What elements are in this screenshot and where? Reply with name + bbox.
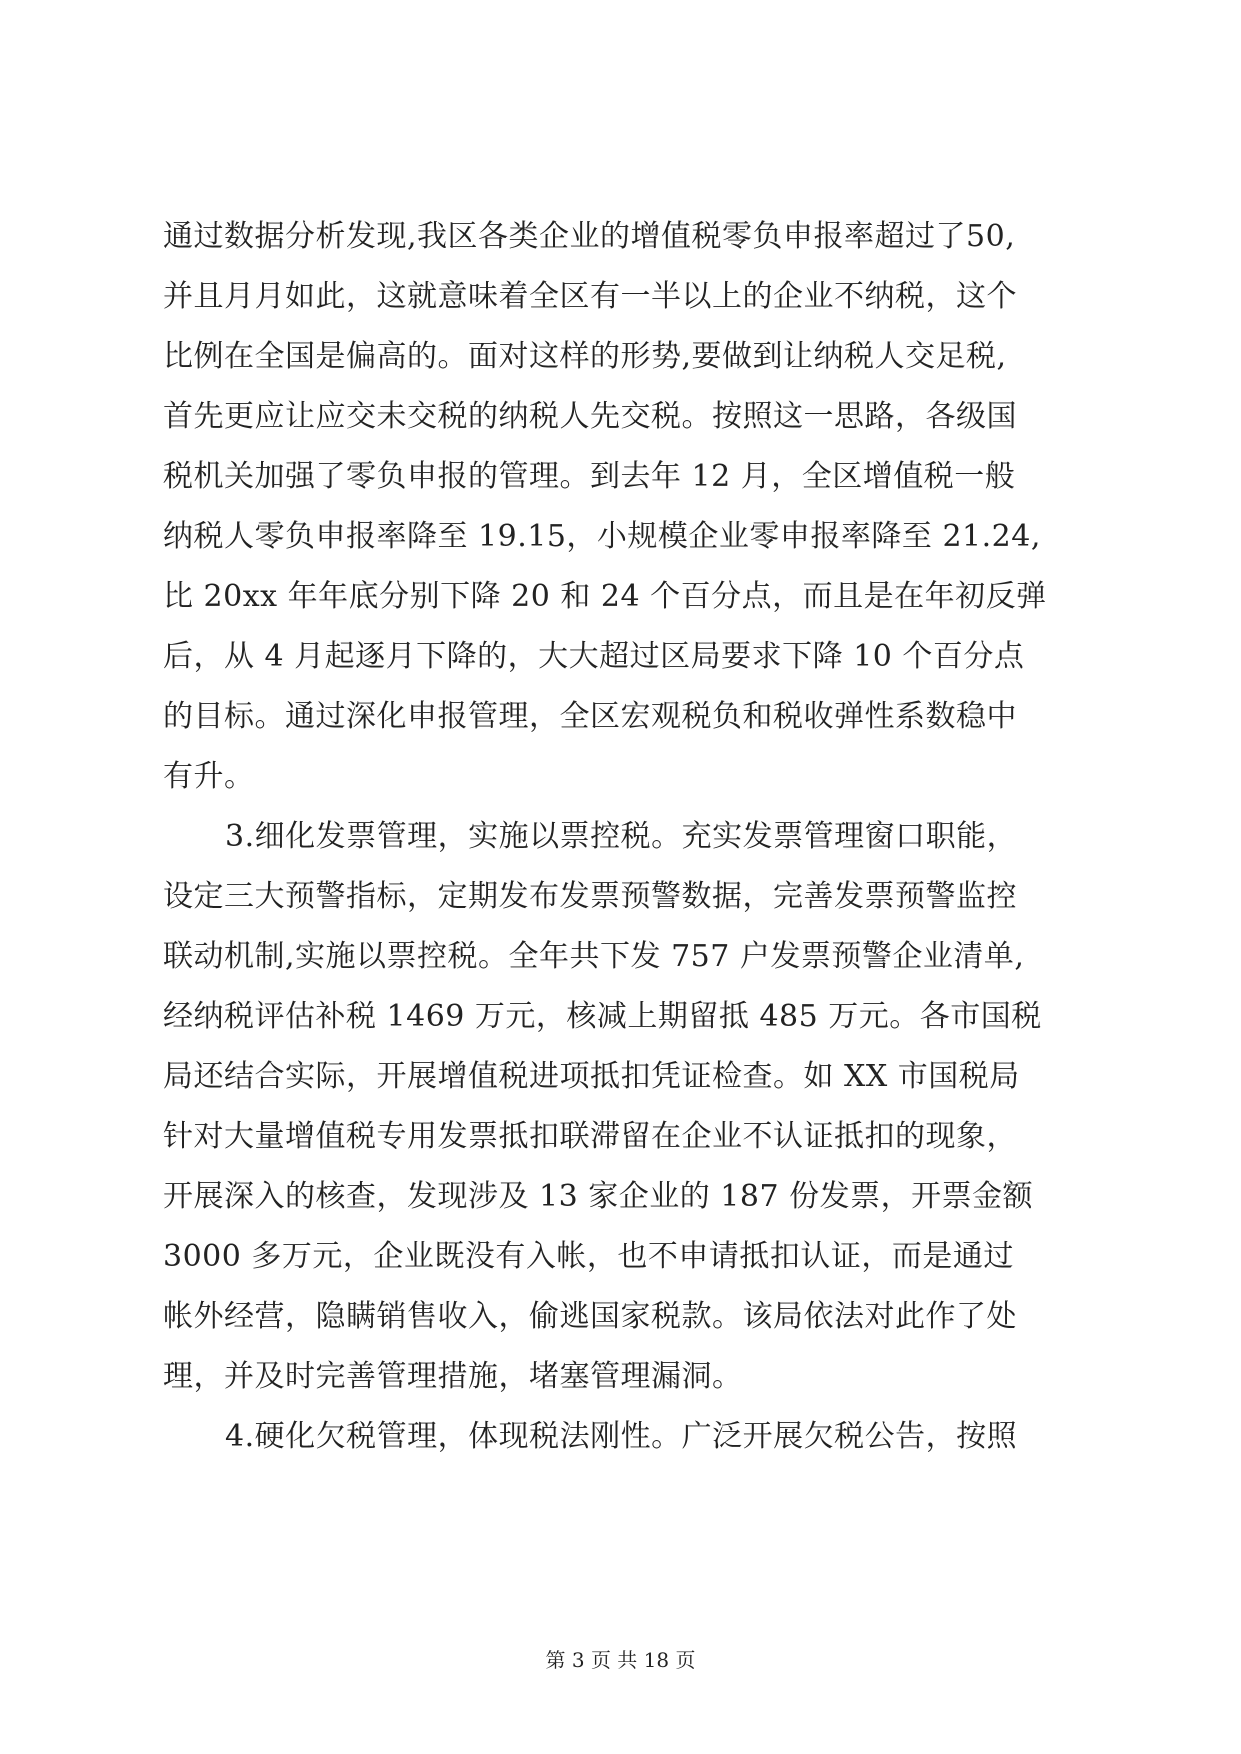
text-line: 帐外经营，隐瞒销售收入，偷逃国家税款。该局依法对此作了处 [163,1299,1017,1334]
text-line: 通过数据分析发现,我区各类企业的增值税零负申报率超过了50, [163,219,1016,254]
paragraph-zero-declaration [163,207,1083,807]
paragraph-invoice-management [163,807,1083,1407]
text-line: 4.硬化欠税管理，体现税法刚性。广泛开展欠税公告，按照 [225,1419,1018,1454]
text-line: 联动机制,实施以票控税。全年共下发 757 户发票预警企业清单, [163,939,1025,974]
text-line: 开展深入的核查，发现涉及 13 家企业的 187 份发票，开票金额 [163,1179,1034,1214]
text-line: 理，并及时完善管理措施，堵塞管理漏洞。 [163,1359,743,1394]
document-body [163,207,1083,1467]
text-line: 针对大量增值税专用发票抵扣联滞留在企业不认证抵扣的现象， [163,1119,1017,1154]
text-line: 税机关加强了零负申报的管理。到去年 12 月，全区增值税一般 [163,459,1016,494]
text-line: 3000 多万元，企业既没有入帐，也不申请抵扣认证，而是通过 [163,1239,1014,1274]
text-line: 局还结合实际，开展增值税进项抵扣凭证检查。如 XX 市国税局 [163,1059,1020,1094]
paragraph-tax-arrears [163,1407,1083,1467]
text-line: 比例在全国是偏高的。面对这样的形势,要做到让纳税人交足税, [163,339,1007,374]
text-line: 首先更应让应交未交税的纳税人先交税。按照这一思路，各级国 [163,399,1017,434]
page-number-footer: 第 3 页 共 18 页 [545,1648,696,1672]
text-line: 设定三大预警指标，定期发布发票预警数据，完善发票预警监控 [163,879,1017,914]
text-line: 后，从 4 月起逐月下降的，大大超过区局要求下降 10 个百分点 [163,639,1025,674]
text-line: 有升。 [163,759,255,794]
text-line: 并且月月如此，这就意味着全区有一半以上的企业不纳税，这个 [163,279,1017,314]
text-line: 经纳税评估补税 1469 万元，核减上期留抵 485 万元。各市国税 [163,999,1042,1034]
text-line: 的目标。通过深化申报管理，全区宏观税负和税收弹性系数稳中 [163,699,1017,734]
text-line: 3.细化发票管理，实施以票控税。充实发票管理窗口职能， [225,819,1018,854]
text-line: 比 20xx 年年底分别下降 20 和 24 个百分点，而且是在年初反弹 [163,579,1047,614]
text-line: 纳税人零负申报率降至 19.15，小规模企业零申报率降至 21.24, [163,519,1041,554]
